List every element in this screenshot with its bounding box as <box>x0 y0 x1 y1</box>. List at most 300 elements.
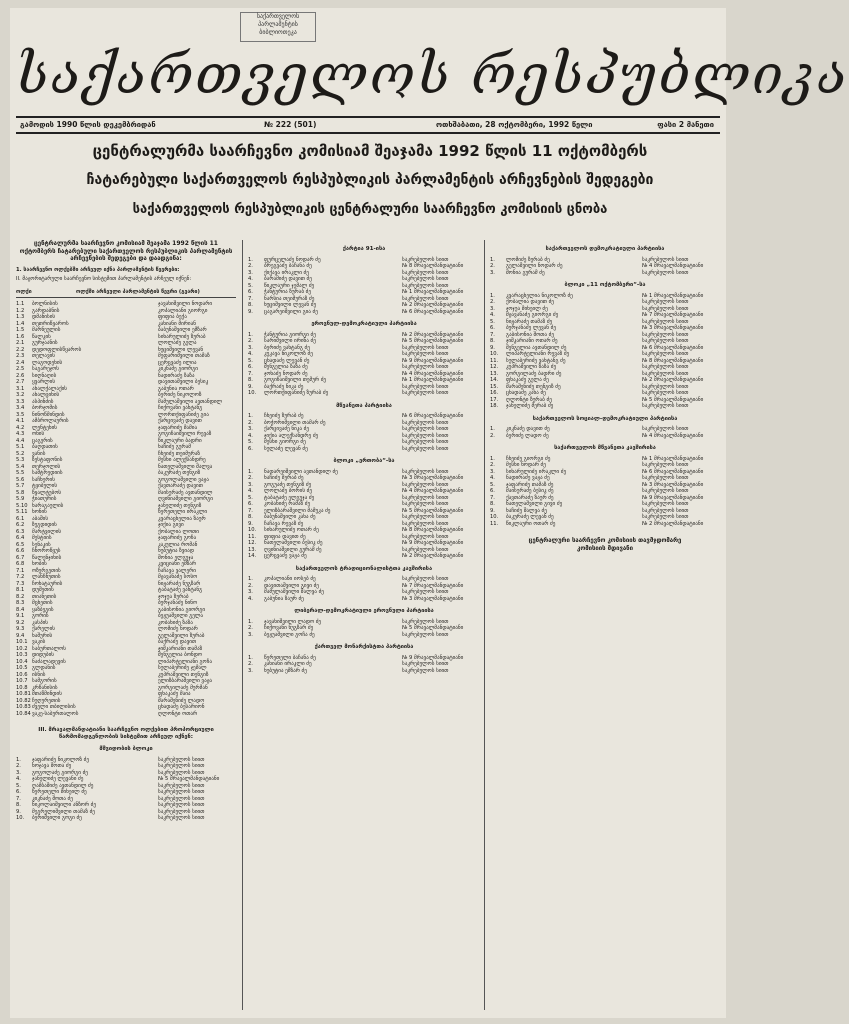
item-number: 9. <box>248 383 253 390</box>
item-name: ყვარლის <box>32 379 56 385</box>
item-detail: № 8 მრავალმანდატიანი <box>642 357 704 364</box>
item-detail: ბურჯანაძე ნინო <box>158 600 198 606</box>
section-subheading: მშვიდობის ბლოკი <box>99 746 153 752</box>
item-name: ჭანტურია გიორგი ძე <box>264 331 316 338</box>
item-number: 3. <box>248 589 253 595</box>
item-detail: № 1 მრავალმანდატიანი <box>402 289 464 295</box>
item-name: ისნის <box>32 671 46 678</box>
item-name: კუპრაშვილი ზაზა ძე <box>506 364 557 370</box>
item-name: დიდუბის <box>32 652 54 658</box>
item-name: ძველი თბილისის <box>32 704 76 710</box>
proportional-list <box>16 757 236 822</box>
item-number: 4.3 <box>16 431 25 437</box>
item-detail: გოგოლაშვილი ვაჟა <box>158 476 209 483</box>
item-name: კვარაცხელია ნიკოლოზ ძე <box>506 292 573 299</box>
item-number: 4. <box>490 312 495 318</box>
signature-line-chair: ცენტრალური საარჩევნო კომისიის თავმჯდომარე <box>528 537 682 544</box>
item-detail: საკრებულოს სიით <box>642 299 689 305</box>
item-number: 8. <box>248 514 253 520</box>
item-name: ლორთქიფანიძე ზურაბ ძე <box>264 390 329 396</box>
item-number: 3.1 <box>16 385 25 392</box>
item-detail: ბაქრაძე დავით <box>158 639 197 645</box>
item-number: 5. <box>490 481 495 488</box>
item-number: 6.3 <box>16 528 25 535</box>
headline-1: ცენტრალურმა საარჩევნო კომისიამ შეაჯამა 1992 წლის 11 ოქტომბერს <box>92 142 648 160</box>
item-detail: საკრებულოს სიით <box>642 383 689 390</box>
item-detail: ბაბუნაშვილი ემზარ <box>158 327 207 333</box>
item-detail: ცხადაძე ბესარიონ <box>158 704 205 710</box>
item-name: ხაჩიძე შალვა ძე <box>506 507 547 514</box>
section-heading: ქარტია 91-ისა <box>342 246 386 252</box>
item-detail: გაბუნია ოთარ <box>158 385 194 392</box>
item-detail: საკრებულოს სიით <box>402 468 449 475</box>
item-detail: № 4 მრავალმანდატიანი <box>642 263 704 269</box>
list-item <box>248 632 480 639</box>
item-detail: საკრებულოს სიით <box>642 351 689 357</box>
item-number: 6.2 <box>16 522 25 528</box>
item-name: ცერცვაძე ვაჟა ძე <box>264 553 307 559</box>
item-detail: საკრებულოს სიით <box>402 501 449 507</box>
section-list <box>248 619 480 639</box>
item-number: 2. <box>490 263 495 269</box>
item-number: 10.81 <box>16 691 31 697</box>
masthead-title: საქართველოს რესპუბლიკა <box>16 43 849 106</box>
item-detail: ჩხეიძე თეიმურაზ <box>158 450 200 457</box>
headline-3: საქართველოს რესპუბლიკის ცენტრალური საარჩევნო კომისიის ცნობა <box>132 202 608 217</box>
section-list <box>490 426 720 439</box>
item-name: თელავის <box>32 353 55 359</box>
item-name: ბერიძე ლადო ძე <box>506 432 549 439</box>
item-detail: № 6 მრავალმანდატიანი <box>642 344 704 351</box>
item-detail: № 2 მრავალმანდატიანი <box>642 377 704 383</box>
item-number: 1. <box>248 256 253 263</box>
item-detail: ნიჟარაძე ნუგზარ <box>158 580 201 587</box>
item-name: სიხარულიძე ირაკლი ძე <box>506 468 567 475</box>
item-name: ქავთარაძე ზაურ ძე <box>506 494 554 501</box>
item-number: 10.3 <box>16 652 28 658</box>
item-number: 1. <box>248 654 253 661</box>
item-detail: ხაჩიძე გურამ <box>158 444 191 450</box>
item-detail: კობახიძე ზაზა <box>158 619 193 626</box>
column-2 <box>248 240 480 1012</box>
list-item <box>490 403 720 410</box>
item-name: კოპალიანი იოსებ ძე <box>264 576 316 582</box>
item-number: 3. <box>248 667 253 674</box>
item-number: 10.8 <box>16 684 28 691</box>
item-detail: № 3 მრავალმანდატიანი <box>642 481 704 488</box>
item-number: 3.3 <box>16 398 25 405</box>
item-number: 4. <box>248 488 253 494</box>
item-name: შენგელია ზაზა ძე <box>264 364 308 370</box>
item-number: 3.2 <box>16 392 25 398</box>
item-detail: საკრებულოს სიით <box>642 426 689 432</box>
item-number: 5.9 <box>16 496 25 502</box>
item-number: 7. <box>16 795 21 802</box>
item-name: ბეჟუაშვილი გოჩა ძე <box>264 631 315 638</box>
item-detail: საკრებულოს სიით <box>402 426 449 432</box>
item-name: ლიპარტელიანი რევაზ ძე <box>506 351 570 357</box>
item-name: შარაშენიძე თენგიზ ძე <box>506 383 561 390</box>
section-list <box>248 655 480 675</box>
item-number: 1.6 <box>16 333 25 340</box>
item-detail: საკრებულოს სიით <box>158 808 205 815</box>
list-item <box>490 433 720 440</box>
item-number: 9. <box>490 344 495 351</box>
item-detail: შონია ელგუჯა <box>158 554 194 561</box>
item-detail: ბეჟუაშვილი გელა <box>158 613 204 619</box>
item-name: წალენჯიხის <box>32 554 62 561</box>
item-name: ცაგარეიშვილი გია ძე <box>264 308 318 315</box>
item-name: თიანეთის <box>32 593 57 600</box>
item-name: ღვინიაშვილი გურამ ძე <box>264 546 322 553</box>
item-detail: კუპრაშვილი თენგიზ <box>158 671 209 678</box>
item-detail: საკრებულოს სიით <box>158 789 205 795</box>
item-name: ჩხეიძე გიორგი ძე <box>506 455 551 462</box>
item-detail: საკრებულოს სიით <box>642 338 689 344</box>
item-detail: ლორთქიფანიძე გია <box>158 411 209 418</box>
item-name: ზუგდიდის <box>32 522 57 528</box>
item-detail: საკრებულოს სიით <box>402 282 449 289</box>
section-list <box>248 576 480 602</box>
section-heading-proportional: III. მრავალმანდატიანი საარჩევნო ოლქებით პროპორციული წარმომადგენლობის სისტემით არჩეულ იქნენ: <box>38 727 214 740</box>
item-detail: საკრებულოს სიით <box>158 815 205 821</box>
item-detail: საკრებულოს სიით <box>642 501 689 507</box>
item-name: სენაკის <box>32 541 51 548</box>
item-name: კრწანისის <box>32 684 58 691</box>
item-detail: წიკლაური ბადრი <box>158 437 202 444</box>
item-number: 4. <box>490 475 495 481</box>
section-list <box>490 257 720 277</box>
item-name: ყაზბეგის <box>32 606 54 613</box>
item-name: ჯიქია ალექსანდრე ძე <box>264 432 319 439</box>
item-number: 11. <box>490 520 499 527</box>
library-stamp: საქართველოს პარლამენტის ბიბლიოთეკა <box>240 12 316 42</box>
item-name: ნიკოლაიშვილი ანზორ ძე <box>32 802 96 808</box>
list-item <box>248 553 480 560</box>
section-list <box>248 413 480 452</box>
item-number: 3. <box>248 481 253 488</box>
item-number: 2. <box>490 432 495 439</box>
item-name: საბურთალოს <box>32 645 66 652</box>
item-number: 1. <box>490 455 495 462</box>
column-header-name: ოლქში არჩეული პარლამენტის წევრი (გვარი) <box>76 288 200 295</box>
item-name: ფხაკაძე გელა ძე <box>506 377 549 383</box>
item-name: ბაბუნაშვილი კახა ძე <box>264 514 316 520</box>
item-name: ბერიძე ვახტანგ ძე <box>264 344 310 351</box>
item-number: 2.5 <box>16 366 25 372</box>
item-name: ნარსია თეიმურაზ ძე <box>264 295 315 302</box>
item-name: კასპის <box>32 619 49 626</box>
item-detail: საკრებულოს სიით <box>402 576 449 582</box>
item-detail: საკრებულოს სიით <box>402 520 449 527</box>
item-number: 6.5 <box>16 541 25 548</box>
section-heading: საქართველოს სოციალ-დემოკრატიული პარტიისა <box>532 415 678 422</box>
item-detail: ჯიშკარიანი თამაზ <box>158 645 203 652</box>
item-name: ნადირაძე ვაჟა ძე <box>506 475 550 481</box>
item-detail: № 2 მრავალმანდატიანი <box>642 520 704 527</box>
item-detail: მამულაშვილი ავთანდილ <box>158 398 223 405</box>
intro-item-2: II. მაჟორიტარული საარჩევნო სისტემით პარლამენტის არჩეულ იქნენ: <box>16 276 192 282</box>
list-item <box>16 815 236 822</box>
list-item <box>490 270 720 277</box>
item-detail: № 7 მრავალმანდატიანი <box>402 582 464 589</box>
item-number: 14. <box>248 553 257 559</box>
item-detail: № 1 მრავალმანდატიანი <box>402 377 464 383</box>
item-number: 13. <box>490 370 499 377</box>
item-number: 6.4 <box>16 535 25 541</box>
item-name: ჯანელიძე ლევანი ძე <box>32 776 84 782</box>
section-heading: ბლოკი „11 ოქტომბერი“-სა <box>564 282 646 288</box>
item-number: 1. <box>248 413 253 419</box>
column-3 <box>490 240 720 1012</box>
item-number: 5.5 <box>16 470 25 476</box>
item-detail: ჯავახიშვილი ნოდარი <box>158 301 213 307</box>
item-name: თერჯოლის <box>32 463 61 470</box>
item-detail: № 5 მრავალმანდატიანი <box>158 776 220 782</box>
item-name: ხაშურის <box>32 632 53 639</box>
item-detail: საკრებულოს სიით <box>402 344 449 351</box>
item-number: 10. <box>490 351 499 357</box>
section-list <box>248 469 480 560</box>
item-detail: საკრებულოს სიით <box>158 769 205 776</box>
item-detail: საკრებულოს სიით <box>402 661 449 667</box>
item-number: 8. <box>248 377 253 383</box>
column-3-lists <box>490 246 720 527</box>
section-heading: ლიბერალ-დემოკრატიული ეროვნული პარტიისა <box>294 608 434 614</box>
item-detail: № 9 მრავალმანდატიანი <box>402 357 464 364</box>
item-detail: საკრებულოს სიით <box>158 782 205 789</box>
item-detail: ტაბატაძე ვახტანგ <box>158 587 203 593</box>
item-number: 10.82 <box>16 697 31 704</box>
item-number: 4. <box>248 432 253 439</box>
item-detail: მაისურაძე ავთანდილ <box>158 489 213 496</box>
item-detail: საკრებულოს სიით <box>642 475 689 481</box>
item-number: 8. <box>248 302 253 308</box>
item-number: 2.7 <box>16 379 25 385</box>
item-name: ჯაფარიძე თამაზ ძე <box>506 481 554 488</box>
item-detail: მჟავანაძე სოსო <box>158 574 198 580</box>
item-name: წალკის <box>32 333 51 340</box>
item-number: 5.10 <box>16 502 28 509</box>
item-name: ჭიათურის <box>32 496 57 502</box>
item-detail: შენგელია ბონდო <box>158 652 202 658</box>
list-item <box>248 390 480 397</box>
item-name: ტყიბულის <box>32 483 58 489</box>
item-detail: საკრებულოს სიით <box>402 618 449 625</box>
item-detail: № 6 მრავალმანდატიანი <box>402 308 464 315</box>
item-number: 5. <box>248 439 253 445</box>
item-detail: საკრებულოს სიით <box>402 481 449 488</box>
item-detail: კაკულია რომან <box>158 541 198 548</box>
item-name: ცხადაძე ლევან ძე <box>264 357 310 364</box>
item-name: ლაგოდეხის <box>32 359 63 366</box>
item-detail: საკრებულოს სიით <box>642 514 689 520</box>
list-item <box>248 446 480 453</box>
item-number: 2.1 <box>16 340 25 346</box>
item-detail: ლიპარტელიანი გოჩა <box>158 658 212 665</box>
item-number: 1.3 <box>16 314 25 320</box>
item-number: 1. <box>16 756 21 763</box>
item-name: მესტიის <box>32 535 52 541</box>
item-number: 3. <box>248 269 253 276</box>
item-detail: № 5 მრავალმანდატიანი <box>402 338 464 344</box>
item-name: სიღნაღის <box>32 372 57 379</box>
item-number: 2.2 <box>16 346 25 353</box>
item-number: 15. <box>490 383 499 390</box>
item-detail: საკრებულოს სიით <box>402 589 449 595</box>
item-number: 3. <box>490 468 495 475</box>
item-detail: საკრებულოს სიით <box>402 364 449 370</box>
item-number: 1.5 <box>16 327 25 333</box>
item-name: ასპინძის <box>32 398 54 405</box>
item-number: 2.6 <box>16 372 25 379</box>
item-name: ჩუღურეთის <box>32 697 61 704</box>
item-name: ხუბუტია ემზარ ძე <box>264 667 307 674</box>
item-number: 6. <box>490 325 495 331</box>
section-heading: ეროვნულ-დემოკრატიული პარტიისა <box>311 321 417 327</box>
item-name: ლომიძე ზურაბ ძე <box>506 256 550 263</box>
item-number: 2. <box>248 625 253 631</box>
item-name: ჯიშკარიანი ოთარ ძე <box>506 338 558 344</box>
column-divider <box>484 240 485 1010</box>
item-detail: შარაშენიძე ლადო <box>158 697 205 704</box>
item-detail: მესხი ალექსანდრე <box>158 457 206 463</box>
item-name: ნინოწმინდის <box>32 411 65 418</box>
issue-number: № 222 (501) <box>264 120 317 129</box>
item-name: ხაჩიძე მერაბ ძე <box>264 475 304 481</box>
item-number: 5.3 <box>16 457 25 463</box>
item-number: 8.3 <box>16 600 25 606</box>
item-name: სამგორის <box>32 678 57 684</box>
item-number: 5. <box>248 357 253 364</box>
item-detail: ნადირაძე ზაზა <box>158 372 195 379</box>
item-name: მთაწმინდის <box>32 691 62 697</box>
item-number: 2. <box>248 338 253 344</box>
item-number: 18. <box>490 403 499 409</box>
item-number: 5.8 <box>16 489 25 496</box>
item-detail: № 8 მრავალმანდატიანი <box>402 527 464 533</box>
item-number: 2. <box>248 263 253 269</box>
item-detail: საკრებულოს სიით <box>642 403 689 409</box>
item-name: ჯაფარიძე ნიკოლოზ ძე <box>32 756 90 763</box>
item-name: საჩხერის <box>32 476 55 483</box>
item-detail: კოპალიანი გიორგი <box>158 307 208 314</box>
item-name: ვანის <box>32 450 46 457</box>
item-name: გორის <box>32 613 49 619</box>
item-detail: საკრებულოს სიით <box>402 494 449 501</box>
item-detail: ხუციშვილი ლევან <box>158 346 204 353</box>
item-number: 6. <box>248 445 253 452</box>
item-detail: საკრებულოს სიით <box>402 390 449 396</box>
item-name: ხონის <box>32 509 47 515</box>
item-detail: საკრებულოს სიით <box>402 383 449 390</box>
item-name: კუკავა ნიკოლოზ ძე <box>264 351 313 357</box>
item-name: კობახიძე რამაზ ძე <box>264 501 311 507</box>
item-number: 8. <box>490 501 495 507</box>
item-number: 2. <box>248 475 253 481</box>
item-detail: საკრებულოს სიით <box>642 390 689 396</box>
item-number: 5.7 <box>16 483 25 489</box>
item-detail: № 6 მრავალმანდატიანი <box>642 468 704 475</box>
item-detail: საკრებულოს სიით <box>402 419 449 426</box>
item-detail: საკრებულოს სიით <box>642 488 689 494</box>
item-number: 7. <box>490 331 495 338</box>
item-number: 8.4 <box>16 606 25 613</box>
item-number: 10.7 <box>16 678 28 684</box>
item-name: მესხი გიორგი ძე <box>264 439 306 445</box>
item-detail: № 6 მრავალმანდატიანი <box>402 413 464 419</box>
item-detail: საკრებულოს სიით <box>402 667 449 674</box>
item-name: ზესტაფონის <box>32 457 63 463</box>
item-name: ხოჯავა შოთა ძე <box>32 763 72 769</box>
item-name: ბორჯომის <box>32 405 58 411</box>
item-number: 9.3 <box>16 626 25 632</box>
item-detail: № 2 მრავალმანდატიანი <box>402 553 464 559</box>
issue-date: ოთხშაბათი, 28 ოქტომბერი, 1992 წელი <box>436 120 593 129</box>
item-name: სიხარულიძე ოთარ ძე <box>264 527 319 533</box>
item-number: 9. <box>490 507 495 514</box>
item-name: ბოჭორიშვილი თამარ ძე <box>264 419 326 426</box>
item-detail: საკრებულოს სიით <box>402 445 449 452</box>
item-number: 5.6 <box>16 476 25 483</box>
section-heading: საქართველოს დემოკრატიული პარტიისა <box>545 246 665 252</box>
item-detail: საკრებულოს სიით <box>402 276 449 282</box>
item-detail: № 1 მრავალმანდატიანი <box>642 292 704 299</box>
item-number: 4. <box>248 595 253 602</box>
item-detail: საკრებულოს სიით <box>642 269 689 276</box>
item-detail: გელაშვილი ზურაბ <box>158 632 205 639</box>
item-name: ვაკე-საბურთალოს <box>32 710 79 717</box>
item-number: 12. <box>490 364 499 370</box>
item-number: 5. <box>248 282 253 289</box>
item-number: 5. <box>490 318 495 325</box>
item-detail: საკრებულოს სიით <box>402 256 449 263</box>
item-number: 11. <box>248 533 257 540</box>
item-number: 4.4 <box>16 437 25 444</box>
item-name: ჩაჩავა რევაზ ძე <box>264 520 304 527</box>
item-number: 8. <box>16 802 21 808</box>
item-detail: საკრებულოს სიით <box>642 370 689 377</box>
item-number: 10. <box>16 815 25 821</box>
item-detail: № 4 მრავალმანდატიანი <box>402 370 464 377</box>
item-name: გორგილაძე ბადრი ძე <box>506 370 562 377</box>
item-number: 2. <box>16 763 21 769</box>
table-header <box>16 289 236 299</box>
item-name: ტაბატაძე ელგუჯა ძე <box>264 494 315 501</box>
item-name: დავითაშვილი გივი ძე <box>264 582 319 589</box>
item-detail: ბაკურაძე თენგიზ <box>158 470 201 476</box>
item-number: 5.2 <box>16 450 25 457</box>
item-number: 10. <box>248 527 257 533</box>
item-number: 4. <box>248 351 253 357</box>
item-number: 9. <box>248 520 253 527</box>
item-detail: ჩიქოვანი ვახტანგ <box>158 405 203 411</box>
item-number: 5.11 <box>16 509 28 515</box>
item-number: 7.2 <box>16 574 25 580</box>
item-number: 9.1 <box>16 613 25 619</box>
item-name: ონის <box>32 431 45 437</box>
item-detail: საკრებულოს სიით <box>402 533 449 540</box>
item-number: 7. <box>490 494 495 501</box>
item-name: ნათელაშვილი ბესიკ ძე <box>264 540 323 546</box>
item-detail: საკრებულოს სიით <box>402 432 449 439</box>
item-name: ჩხოროწყუს <box>32 548 61 554</box>
item-detail: № 9 მრავალმანდატიანი <box>402 540 464 546</box>
item-number: 7. <box>248 507 253 514</box>
column-header-district: ოლქი <box>16 288 32 295</box>
item-detail: საკრებულოს სიით <box>642 331 689 338</box>
item-name: ფურცელაძე ნოდარ ძე <box>264 256 321 263</box>
